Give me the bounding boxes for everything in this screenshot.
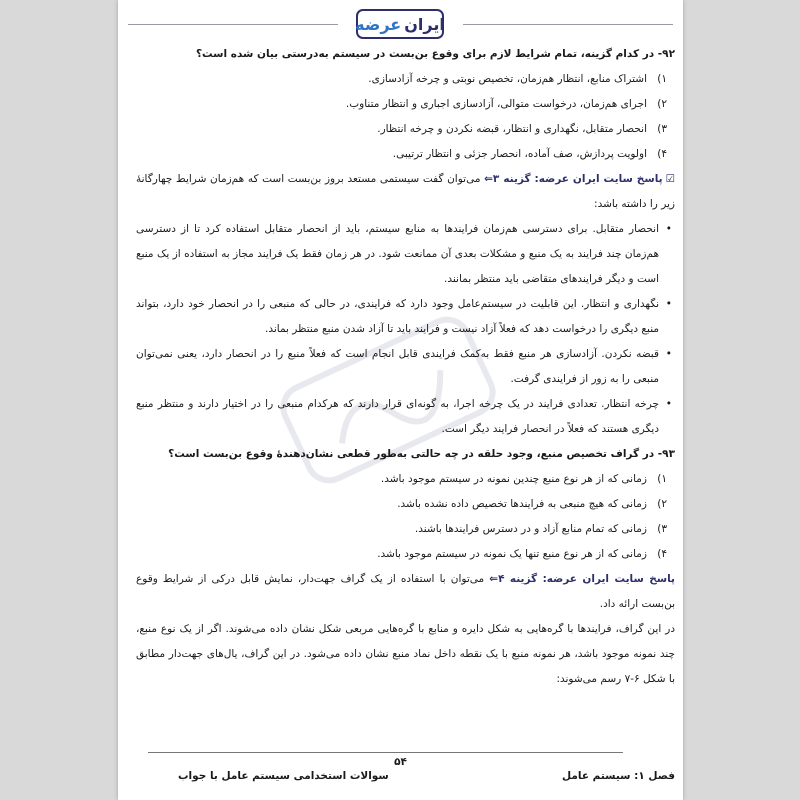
question-93-explanation: در این گراف، فرایندها با گره‌هایی به شکل دایره و منابع با گره‌هایی مربعی شکل نشان داده می‌شوند. اگر از یک نوع منبع، چند نمونه موجود باشد، هر نمونه منبع با یک نقطه داخل نماد منبع نشان داده می‌شود. در این گراف، یال‌های جهت‌دار مطابق با شکل ۶-۷ رسم می‌شوند:: [136, 623, 675, 685]
footer-chapter: فصل ۱: سیستم عامل: [562, 770, 675, 782]
option-number: ۱): [657, 73, 667, 85]
option-text: اولویت پردازش، صف آماده، انحصار جزئی و انتظار ترتیبی.: [392, 148, 647, 160]
bullet-item: • قبضه نکردن. آزادسازی هر منبع فقط به‌کمک فرایندی قابل انجام است که فعلاً منبع را در انحصار دارد، یعنی نمی‌توان منبعی را به زور از فرایندی گرفت.: [136, 342, 675, 392]
brand-logo: [356, 9, 444, 39]
answer-label: پاسخ سایت ایران عرضه: گزینه ۴⇐: [489, 573, 675, 585]
answer-text: می‌توان با استفاده از یک گراف جهت‌دار، نمایش قابل درکی از شرایط وقوع بن‌بست ارائه داد.: [136, 573, 675, 610]
header-rule-right: [463, 24, 673, 25]
checkbox-icon: ☑: [665, 173, 676, 185]
answer-label: پاسخ سایت ایران عرضه: گزینه ۳⇐: [484, 173, 663, 185]
question-93-title: ۹۳- در گراف تخصیص منبع، وجود حلقه در چه حالتی به‌طور قطعی نشان‌دهندهٔ وقوع بن‌بست است؟: [168, 448, 675, 460]
bullet-item: • انحصار متقابل. برای دسترسی هم‌زمان فرایندها به منابع سیستم، باید از انحصار متقابل استفاده کرد تا از دسترسی هم‌زمان چند فرایند به یک منبع و مشکلات بعدی آن ممانعت شود. در هر زمان فقط یک فرایند مجاز به استفاده از یک منبع است و دیگر فرایندهای متقاضی باید منتظر بمانند.: [136, 217, 675, 292]
option: [136, 492, 675, 517]
footer-book-title: سوالات استخدامی سیستم عامل با جواب: [178, 770, 389, 782]
option-text: زمانی که تمام منابع آزاد و در دسترس فرایندها باشند.: [414, 523, 647, 535]
document-page: [118, 0, 683, 800]
option: [136, 467, 675, 492]
page-content: [136, 42, 675, 692]
answer-text: می‌توان گفت سیستمی مستعد بروز بن‌بست است که هم‌زمان شرایط چهارگانهٔ زیر را داشته باشد:: [136, 173, 675, 210]
header: [118, 8, 683, 42]
answer-bullets: [136, 217, 675, 442]
question-92-title: ۹۲- در کدام گزینه، تمام شرایط لازم برای وقوع بن‌بست در سیستم به‌درستی بیان شده است؟: [195, 48, 675, 60]
option-number: ۳): [657, 523, 667, 535]
bullet-item: • چرخه انتظار. تعدادی فرایند در یک چرخه اجرا، به گونه‌ای قرار دارند که هرکدام منبعی را در اختیار دارند و منتظر منبع دیگری هستند که فعلاً در انحصار فرایند دیگر است.: [136, 392, 675, 442]
option: [136, 67, 675, 92]
question-92-answer: [136, 167, 675, 217]
option-number: ۲): [657, 498, 667, 510]
option-text: انحصار متقابل، نگهداری و انتظار، قبضه نکردن و چرخه انتظار.: [377, 123, 647, 135]
option-number: ۱): [657, 473, 667, 485]
option-text: اجرای هم‌زمان، درخواست متوالی، آزادسازی اجباری و انتظار متناوب.: [345, 98, 647, 110]
question-93-answer: [136, 567, 675, 617]
option-number: ۲): [657, 98, 667, 110]
option-number: ۴): [657, 548, 667, 560]
page-number: ۵۴: [394, 756, 407, 768]
option-text: اشتراک منابع، انتظار هم‌زمان، تخصیص نوبتی و چرخه آزادسازی.: [368, 73, 647, 85]
question-92-options: [136, 67, 675, 167]
option-text: زمانی که از هر نوع منبع چندین نمونه در سیستم موجود باشد.: [380, 473, 647, 485]
bullet-item: • نگهداری و انتظار. این قابلیت در سیستم‌عامل وجود دارد که فرایندی، در حالی که منبعی را در انحصار خود دارد، بتواند منبع دیگری را درخواست دهد که فعلاً آزاد نیست و فرایند باید تا آزاد شدن منبع منتظر بماند.: [136, 292, 675, 342]
question-93-options: [136, 467, 675, 567]
option-text: زمانی که از هر نوع منبع تنها یک نمونه در سیستم موجود باشد.: [377, 548, 647, 560]
header-rule-left: [128, 24, 338, 25]
option-number: ۴): [657, 148, 667, 160]
option: [136, 542, 675, 567]
option: [136, 92, 675, 117]
footer-rule: [148, 752, 623, 753]
brand-word-1: ایران: [404, 14, 445, 34]
option: [136, 142, 675, 167]
option: [136, 117, 675, 142]
option-number: ۳): [657, 123, 667, 135]
option-text: زمانی که هیچ منبعی به فرایندها تخصیص داده نشده باشد.: [397, 498, 647, 510]
option: [136, 517, 675, 542]
brand-word-2: عرضه: [355, 14, 402, 34]
